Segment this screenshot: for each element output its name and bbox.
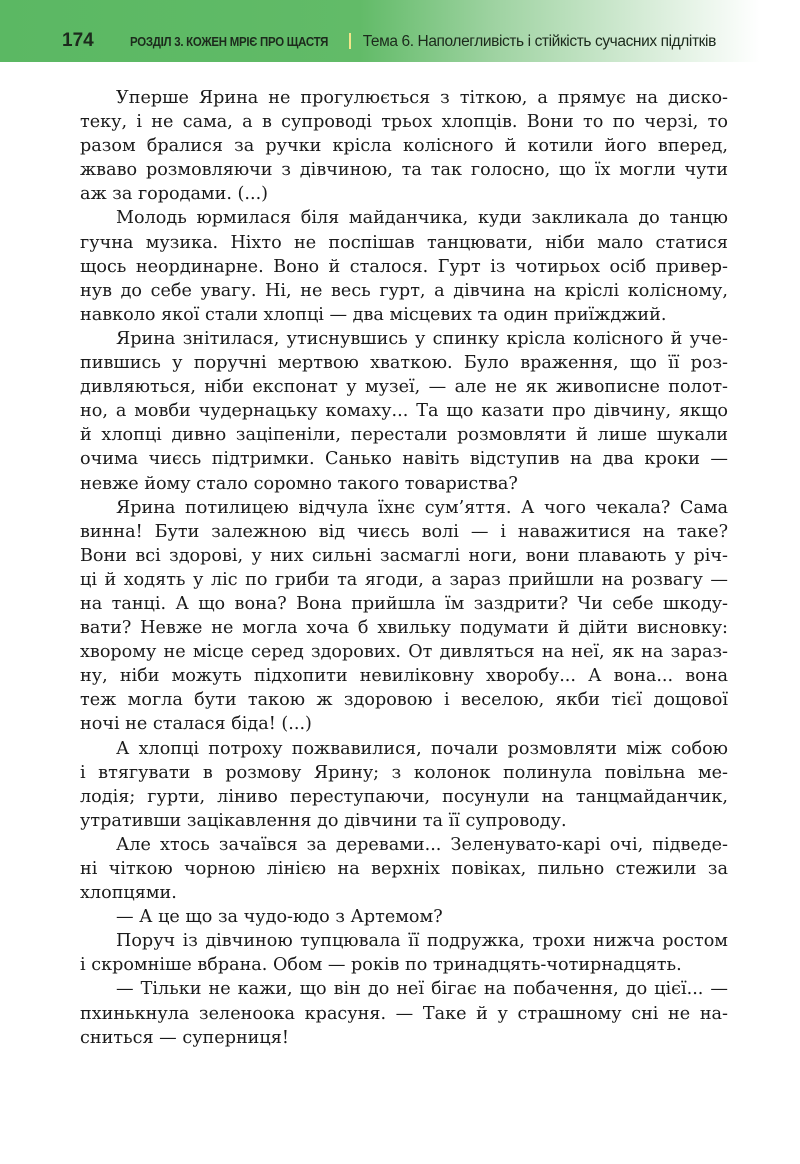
section-title: РОЗДІЛ 3. КОЖЕН МРІЄ ПРО ЩАСТЯ xyxy=(129,34,328,49)
paragraph xyxy=(80,929,728,977)
text-line: Уперше Ярина не прогулюється з тіткою, а прямує на диско- xyxy=(116,88,728,108)
text-line: і втягувати в розмову Ярину; з колонок полинула повільна ме- xyxy=(80,762,728,783)
text-line: й хлопці дивно заціпеніли, перестали розмовляти й лише шукали xyxy=(80,425,728,446)
text-line: і скромніше вбрана. Обом — років по тринадцять-чотирнадцять. xyxy=(80,955,682,976)
page-header xyxy=(0,0,800,62)
text-line: на танці. А що вона? Вона прийшла їм заздрити? Чи себе шкоду- xyxy=(80,593,728,614)
text-line: ці й ходять у ліс по гриби та ягоди, а зараз прийшли на розвагу — xyxy=(80,569,728,590)
text-line: — А це що за чудо-юдо з Артемом? xyxy=(116,907,443,928)
paragraph xyxy=(80,496,728,737)
text-line: пившись у поручні мертвою хваткою. Було враження, що її роз- xyxy=(80,353,728,374)
text-line: очима чиєсь підтримки. Санько навіть відступив на два кроки — xyxy=(80,449,728,470)
header-divider xyxy=(349,33,351,49)
body-text xyxy=(80,86,728,1050)
text-line: теку, і не сама, а в супроводі трьох хлопців. Вони то по черзі, то xyxy=(80,112,728,133)
text-line: Молодь юрмилася біля майданчика, куди закликала до танцю xyxy=(116,208,728,229)
paragraph xyxy=(80,737,728,833)
text-line: Вони всі здорові, у них сильні засмаглі ноги, вони плавають у річ- xyxy=(80,545,728,566)
text-line: невже йому стало соромно такого товариства? xyxy=(80,473,518,494)
topic-title: Тема 6. Наполегливість і стійкість сучасних підлітків xyxy=(362,33,716,50)
paragraph xyxy=(80,206,728,326)
text-line: А хлопці потроху пожвавилися, почали розмовляти між собою xyxy=(116,738,728,759)
paragraph xyxy=(80,833,728,905)
text-line: винна! Бути залежною від чиєсь волі — і наважитися на таке? xyxy=(80,521,728,542)
text-line: сниться — суперниця! xyxy=(80,1027,289,1048)
text-line: нув до себе увагу. Ні, не весь гурт, а дівчина на кріслі колісному, xyxy=(80,280,728,301)
paragraph xyxy=(80,905,728,929)
text-line: вати? Невже не могла хоча б хвильку подумати й дійти висновку: xyxy=(80,618,728,639)
text-line: Ярина знітилася, утиснувшись у спинку крісла колісного й уче- xyxy=(116,328,728,349)
text-line: жваво розмовляючи з дівчиною, та так голосно, що їх могли чути xyxy=(80,160,728,181)
header-row xyxy=(62,30,716,52)
paragraph xyxy=(80,977,728,1049)
page-number: 174 xyxy=(62,30,94,51)
text-line: ні чіткою чорною лінією на верхніх повіках, пильно стежили за xyxy=(80,859,728,879)
text-line: гучна музика. Ніхто не поспішав танцювати, ніби мало статися xyxy=(80,232,728,253)
text-line: лодія; гурти, ліниво переступаючи, посунули на танцмайданчик, xyxy=(80,786,728,807)
text-line: ночі не сталася біда! (...) xyxy=(80,714,312,735)
text-line: Але хтось зачаївся за деревами... Зеленувато-карі очі, підведе- xyxy=(116,834,728,855)
text-line: щось неординарне. Воно й сталося. Гурт із чотирьох осіб привер- xyxy=(80,256,728,277)
text-line: пхинькнула зеленоока красуня. — Таке й у страшному сні не на- xyxy=(80,1003,728,1024)
text-line: хлопцями. xyxy=(80,883,177,904)
text-line: теж могла бути такою ж здоровою і веселою, якби тієї дощової xyxy=(80,690,728,711)
text-line: хворому не місце серед здорових. От дивляться на неї, як на зараз- xyxy=(80,642,728,663)
text-line: ну, ніби можуть підхопити невиліковну хворобу... А вона... вона xyxy=(80,666,728,687)
text-line: — Тільки не кажи, що він до неї бігає на побачення, до цієї... — xyxy=(116,979,728,1000)
paragraph xyxy=(80,327,728,496)
text-line: навколо якої стали хлопці — два місцевих та один приїжджий. xyxy=(80,304,667,325)
text-line: утративши зацікавлення до дівчини та її супроводу. xyxy=(80,810,567,831)
text-line: разом бралися за ручки крісла колісного й котили його вперед, xyxy=(80,136,728,157)
paragraph xyxy=(80,86,728,206)
text-line: Ярина потилицею відчула їхнє сум’яття. А чого чекала? Сама xyxy=(116,497,728,518)
text-line: аж за городами. (...) xyxy=(80,184,269,205)
text-line: дивляються, ніби експонат у музеї, — але не як живописне полот- xyxy=(80,377,728,398)
text-line: но, а мовби чудернацьку комаху... Та що казати про дівчину, якщо xyxy=(80,401,728,422)
text-line: Поруч із дівчиною тупцювала її подружка, трохи нижча ростом xyxy=(116,931,728,952)
